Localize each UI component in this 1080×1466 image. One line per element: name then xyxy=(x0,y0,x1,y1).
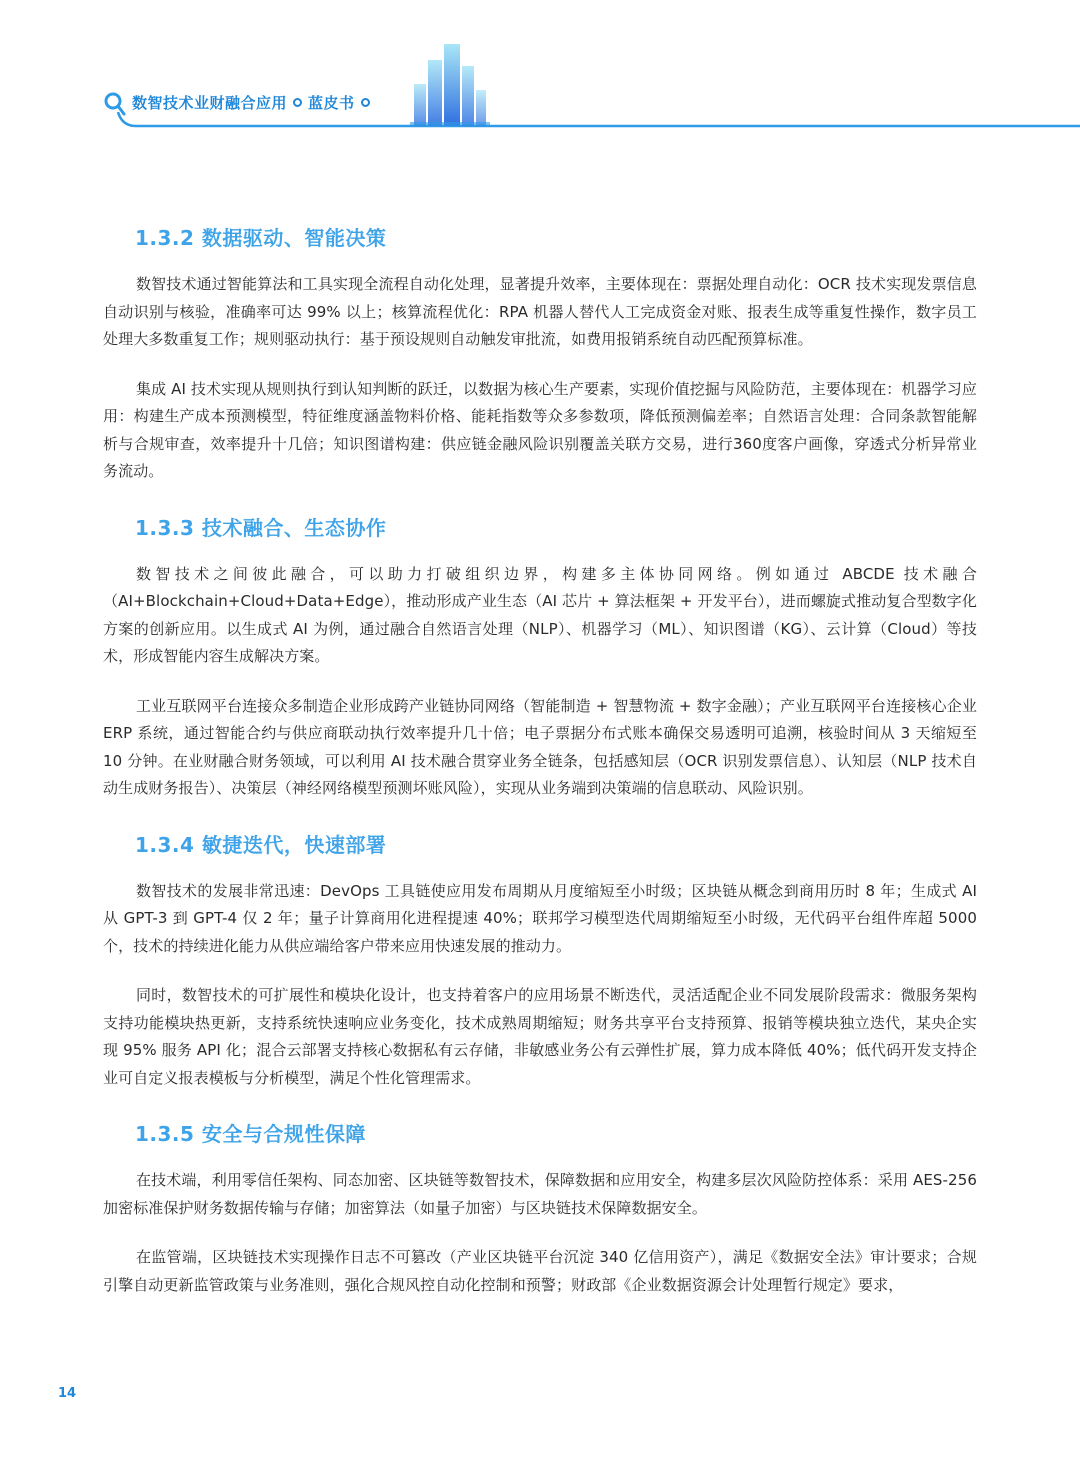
paragraph: 数智技术的发展非常迅速：DevOps 工具链使应用发布周期从月度缩短至小时级；区块链从概念到商用历时 8 年；生成式 AI 从 GPT-3 到 GPT-4 仅 2 年；量子计算商用化进程提速 40%；联邦学习模型迭代周期缩短至小时级，无代码平台组件库超 5000 个，技术的持续进化能力从供应端给客户带来应用快速发展的推动力。 xyxy=(103,881,977,955)
report-title: 数智技术业财融合应用 xyxy=(132,94,288,112)
paragraph: 数智技术之间彼此融合，可以助力打破组织边界，构建多主体协同网络。例如通过 ABCDE 技术融合（AI+Blockchain+Cloud+Data+Edge），推动形成产业生态（AI 芯片 + 算法框架 + 开发平台），进而螺旋式推动复合型数字化方案的创新应用。以生成式 AI 为例，通过融合自然语言处理（NLP）、机器学习（ML）、知识图谱（KG）、云计算（Cloud）等技术，形成智能内容生成解决方案。 xyxy=(103,564,977,665)
ring-icon xyxy=(293,98,302,107)
paragraph: 在技术端，利用零信任架构、同态加密、区块链等数智技术，保障数据和应用安全，构建多层次风险防控体系：采用 AES-256 加密标准保护财务数据传输与存储；加密算法（如量子加密）与区块链技术保障数据安全。 xyxy=(103,1171,977,1217)
magnifier-logo-icon xyxy=(102,90,130,120)
section-heading: 1.3.2 数据驱动、智能决策 xyxy=(135,226,387,250)
page-number: 14 xyxy=(58,1386,77,1401)
paragraph: 在监管端，区块链技术实现操作日志不可篡改（产业区块链平台沉淀 340 亿信用资产），满足《数据安全法》审计要求；合规引擎自动更新监管政策与业务准则，强化合规风控自动化控制和预警；财政部《企业数据资源会计处理暂行规定》要求， xyxy=(103,1248,977,1294)
ring-icon xyxy=(361,98,370,107)
page-header xyxy=(0,0,1080,140)
report-subtitle: 蓝皮书 xyxy=(308,94,355,112)
header-title xyxy=(132,92,370,113)
section-heading: 1.3.4 敏捷迭代，快速部署 xyxy=(135,832,387,857)
main-content xyxy=(103,222,977,1299)
header-divider-line xyxy=(0,0,1080,140)
section-heading: 1.3.3 技术融合、生态协作 xyxy=(135,515,387,540)
paragraph: 同时，数智技术的可扩展性和模块化设计，也支持着客户的应用场景不断迭代，灵活适配企业不同发展阶段需求：微服务架构支持功能模块热更新，支持系统快速响应业务变化，技术成熟周期缩短；财务共享平台支持预算、报销等模块独立迭代，某央企实现 95% 服务 API 化；混合云部署支持核心数据私有云存储，非敏感业务公有云弹性扩展，算力成本降低 40%；低代码开发支持企业可自定义报表模板与分析模型，满足个性化管理需求。 xyxy=(103,986,977,1087)
section-heading: 1.3.5 安全与合规性保障 xyxy=(135,1122,366,1146)
building-bars-decoration xyxy=(410,40,490,126)
paragraph: 集成 AI 技术实现从规则执行到认知判断的跃迁，以数据为核心生产要素，实现价值挖掘与风险防范，主要体现在：机器学习应用：构建生产成本预测模型，特征维度涵盖物料价格、能耗指数等众多参数项，降低预测偏差率；自然语言处理：合同条款智能解析与合规审查，效率提升十几倍；知识图谱构建：供应链金融风险识别覆盖关联方交易，进行360度客户画像，穿透式分析异常业务流动。 xyxy=(103,379,977,480)
paragraph: 工业互联网平台连接众多制造企业形成跨产业链协同网络（智能制造 + 智慧物流 + 数字金融）；产业互联网平台连接核心企业 ERP 系统，通过智能合约与供应商联动执行效率提升几十倍；电子票据分布式账本确保交易透明可追溯，核验时间从 3 天缩短至 10 分钟。在业财融合财务领域，可以利用 AI 技术融合贯穿业务全链条，包括感知层（OCR 识别发票信息）、认知层（NLP 技术自动生成财务报告）、决策层（神经网络模型预测坏账风险），实现从业务端到决策端的信息联动、风险识别。 xyxy=(103,696,977,797)
paragraph: 数智技术通过智能算法和工具实现全流程自动化处理，显著提升效率，主要体现在：票据处理自动化：OCR 技术实现发票信息自动识别与核验，准确率可达 99% 以上；核算流程优化：RPA 机器人替代人工完成资金对账、报表生成等重复性操作，数字员工处理大多数重复工作；规则驱动执行：基于预设规则自动触发审批流，如费用报销系统自动匹配预算标准。 xyxy=(103,275,977,348)
